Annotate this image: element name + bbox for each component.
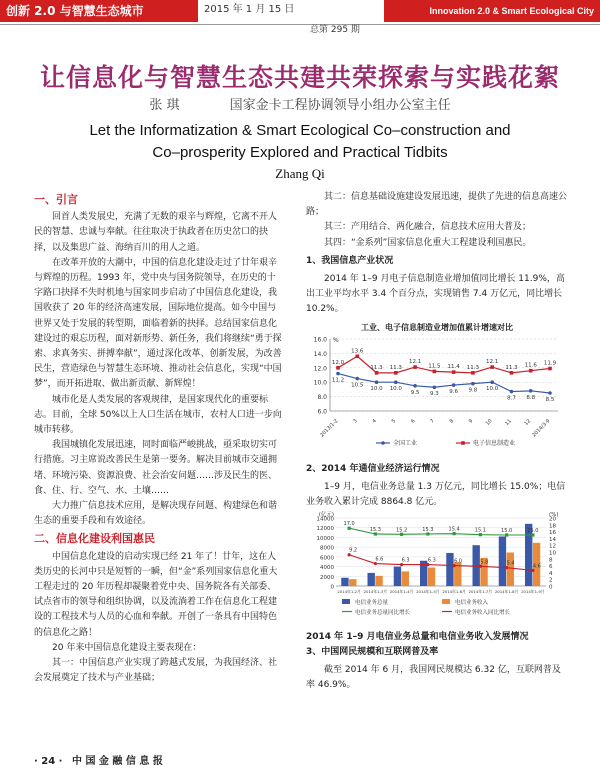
data-point [375, 371, 379, 375]
data-label: 5.4 [506, 561, 515, 568]
legend-swatch [442, 599, 450, 604]
x-tick-label: 2014年1-2月 [337, 589, 361, 595]
section-heading-informatization: 二、信息化建设利国惠民 [34, 532, 155, 546]
y-right-tick-label: 4 [549, 571, 553, 578]
page-number: · 24 · [34, 756, 63, 767]
data-label: 9.3 [429, 390, 439, 397]
chart-2-caption: 2014 年 1–9 月电信业务总量和电信业务收入发展情况 [306, 631, 529, 642]
legend-marker [461, 441, 465, 445]
data-label: 12.1 [486, 358, 499, 365]
bar [446, 553, 453, 586]
data-point [355, 354, 359, 358]
paragraph: 2014 年 1–9 月电子信息制造业增加值同比增长 11.9%，高出工业平均水平 3.4 个百分点，实现销售 7.4 万亿元，同比增长 10.2%。 [306, 274, 565, 315]
y-right-tick-label: 0 [549, 584, 553, 591]
x-tick-label: 2014年1-4月 [389, 589, 414, 595]
data-point [394, 380, 398, 384]
byline [0, 94, 600, 113]
y-tick-label: 6.0 [317, 408, 327, 416]
author-name: 张 琪 [149, 98, 180, 113]
paragraph: 20 年来中国信息化建设主要表现在： [52, 642, 202, 653]
paragraph: 其一：中国信息产业实现了跨越式发展，为我国经济、社会发展奠定了技术与产业基础； [34, 658, 278, 684]
chart-2 [306, 510, 568, 622]
y-right-tick-label: 10 [549, 550, 556, 557]
y-right-tick-label: 8 [549, 557, 553, 564]
data-point [490, 380, 494, 384]
legend-label: 电信业务收入 [455, 600, 489, 607]
data-label: 11.3 [466, 364, 480, 371]
y-left-tick-label: 14000 [316, 516, 334, 523]
section-heading-intro: 一、引言 [34, 193, 78, 206]
data-point [413, 365, 417, 369]
data-label: 10.0 [370, 385, 383, 392]
data-label: 13.6 [351, 347, 364, 354]
x-tick-label: 2014/3-9 [531, 417, 552, 439]
x-tick-label: 2013/1-2 [319, 417, 340, 439]
data-label: 15.4 [448, 527, 460, 534]
y-tick-label: 10.0 [313, 379, 327, 387]
data-point [529, 369, 533, 373]
data-label: 11.6 [524, 362, 537, 369]
paragraph: 截至 2014 年 6 月，我国网民规模达 6.32 亿，互联网普及率 46.9%。 [306, 664, 561, 691]
english-title-line-2: Co–prosperity Explored and Practical Tidbits [152, 144, 448, 161]
subheading-telecom: 2、2014 年通信业经济运行情况 [306, 463, 440, 474]
data-label: 6.6 [375, 556, 384, 563]
english-title-line-1: Let the Informatization & Smart Ecological Co–construction and [89, 122, 511, 139]
english-title [40, 120, 560, 164]
chart-1 [306, 333, 568, 453]
x-tick-label: 8 [448, 417, 456, 425]
bar [349, 580, 356, 587]
header-rule [0, 24, 600, 25]
y-axis-label: % [333, 336, 339, 344]
x-tick-label: 11 [504, 417, 513, 427]
x-tick-label: 2014年1-6月 [442, 589, 466, 595]
legend-label: 电子信息制造业 [473, 439, 516, 447]
paragraph: 中国信息化建设的启动实现已经 21 年了！廿年，这在人类历史的长河中只是短暂的一瞬，但“金”系列国家信息化重大工程走过的 20 年历程却凝聚着党中央、国务院各有关部委、试点省市的领导和组织协调，以及流淌着工作在信息化工程建设的工程技术与人员的心血和奉献。开创了一条具有中国特色的信息化之路！ [34, 551, 278, 638]
data-label: 9.2 [349, 548, 358, 555]
data-label: 15.3 [422, 527, 434, 534]
x-tick-label: 4 [371, 417, 378, 425]
data-label: 11.2 [331, 377, 345, 384]
legend-swatch [342, 599, 350, 604]
x-tick-label: 5 [390, 417, 398, 425]
data-point [394, 371, 398, 375]
x-tick-label: 10 [484, 417, 494, 427]
left-column [34, 190, 284, 687]
bar [402, 572, 409, 587]
data-label: 6.0 [454, 559, 463, 566]
x-tick-label: 2014年1-8月 [494, 589, 519, 595]
paragraph: 我国城镇化发展迅速，同时面临严峻挑战，亟采取切实可行措施。习主席说改善民生是第一要务。解决目前城市交通拥堵、环境污染、资源浪费、社会治安问题……涉及民生的医、食、住、行、空气、水、土壤…… [34, 440, 278, 496]
y-right-tick-label: 6 [549, 564, 553, 571]
y-right-axis-label: (%) [549, 512, 559, 519]
bar [375, 576, 382, 586]
data-label: 11.3 [370, 364, 383, 371]
data-label: 6.3 [427, 558, 436, 565]
data-label: 8.5 [545, 396, 555, 403]
data-point [375, 380, 379, 384]
bar [341, 578, 348, 586]
data-label: 9.6 [449, 388, 459, 395]
subheading-internet: 3、中国网民规模和互联网普及率 [306, 646, 439, 657]
issue-date: 2015 年 1 月 15 日 [204, 4, 295, 15]
legend-label: 电信业务总量 [355, 600, 389, 607]
data-point [452, 383, 456, 387]
bar [507, 553, 514, 587]
y-left-tick-label: 0 [330, 584, 334, 591]
y-left-tick-label: 6000 [320, 555, 334, 562]
data-label: 15.2 [396, 527, 408, 534]
data-label: 9.8 [468, 387, 478, 394]
subheading-industry: 1、我国信息产业状况 [306, 255, 394, 266]
paragraph: 回首人类发展史，充满了无数的艰辛与辉煌，它离不开人民的智慧、忠诚与奉献。往往取决于执政者在历史岔口的抉择，以及集思广益、海纳百川的用人之道。 [34, 212, 278, 253]
legend-label: 电信业务总量同比增长 [355, 610, 411, 617]
y-left-tick-label: 4000 [320, 565, 334, 572]
y-left-tick-label: 12000 [316, 526, 334, 533]
x-tick-label: 9 [467, 417, 475, 425]
bar [499, 537, 506, 587]
data-label: 15.0 [501, 528, 513, 535]
paragraph: 1–9 月，电信业务总量 1.3 万亿元，同比增长 15.0%；电信业务收入累计完成 8864.8 亿元。 [306, 482, 566, 508]
x-tick-label: 7 [429, 417, 436, 425]
page-header [0, 0, 600, 22]
bar [394, 567, 401, 586]
x-tick-label: 3 [352, 417, 359, 425]
x-tick-label: 12 [523, 417, 533, 427]
data-point [490, 365, 494, 369]
article-title: 让信息化与智慧生态共建共荣探索与实践花絮 [39, 63, 560, 92]
data-label: 6.3 [401, 558, 410, 565]
paragraph: 其四：“金系列”国家信息化重大工程建设利国惠民。 [324, 237, 532, 248]
data-label: 12.0 [331, 359, 345, 366]
x-tick-label: 6 [410, 417, 417, 425]
y-tick-label: 12.0 [313, 364, 327, 372]
paragraph: 其三：产用结合、两化融合，信息技术应用大普及； [324, 222, 532, 233]
chart-1-title: 工业、电子信息制造业增加值累计增速对比 [361, 322, 513, 332]
magazine-name: Innovation 2.0 & Smart Ecological City [384, 0, 600, 22]
data-label: 11.4 [447, 363, 460, 370]
data-label: 15.3 [369, 527, 381, 534]
data-label: 11.3 [389, 364, 402, 371]
data-point [471, 371, 475, 375]
y-right-tick-label: 2 [549, 578, 553, 585]
y-right-tick-label: 12 [549, 544, 556, 551]
paragraph: 其二：信息基础设施建设发展迅速，提供了先进的信息高速公路； [306, 192, 568, 218]
paragraph: 在改革开放的大潮中，中国的信息化建设走过了廿年艰辛与辉煌的历程。1993 年，党中央与国务院领导，在历史的十字路口抉择不失时机地与国家同步启动了中国信息化建设，我国收获了 20 年的经济高速发展，国际地位提高。如今中国与世界又处于发展的转型期，面临着新的抉择。总结国家信息化建设过的艰忘历程，面对新形势、新任务，我们将继续“勇于探索、求真务实、拼搏奉献”，通过深化改革、创新发展，为改善民生，营造绿色与智慧生态环境、推动社会信息化，实现“中国梦”，而开拓进取、做出新贡献、新辉煌！ [34, 257, 282, 390]
data-point [336, 366, 340, 370]
data-label: 10.0 [389, 385, 402, 392]
data-point [355, 376, 359, 380]
data-label: 11.3 [505, 364, 518, 371]
x-tick-label: 2014年1-3月 [363, 589, 388, 595]
x-tick-label: 2014年1-5月 [416, 589, 440, 595]
legend-marker [381, 441, 385, 445]
data-label: 8.8 [526, 394, 536, 401]
footer-magazine: 中 国 金 融 信 息 报 [71, 756, 163, 767]
data-label: 4.6 [532, 563, 541, 570]
y-tick-label: 8.0 [317, 393, 327, 401]
data-label: 11.9 [543, 360, 557, 367]
data-point [548, 391, 552, 395]
page-footer [34, 752, 163, 767]
paragraph: 城市化是人类发展的客观规律，是国家现代化的重要标志。目前，全球 50%以上人口生活在城市，农村人口进一步向城市转移。 [34, 394, 282, 436]
x-tick-label: 2014年1-7月 [468, 589, 493, 595]
data-label: 15.0 [527, 528, 539, 535]
data-point [529, 389, 533, 393]
data-label: 8.7 [507, 395, 516, 402]
data-point [433, 385, 437, 389]
data-label: 9.5 [410, 389, 420, 396]
data-point [510, 371, 514, 375]
data-label: 10.5 [351, 382, 364, 389]
data-label: 17.0 [343, 521, 355, 528]
y-right-tick-label: 14 [549, 537, 556, 544]
data-point [471, 381, 475, 385]
y-left-tick-label: 10000 [316, 536, 334, 543]
x-tick-label: 2014年1-9月 [521, 589, 545, 595]
data-point [548, 366, 552, 370]
y-tick-label: 14.0 [313, 350, 327, 358]
y-right-tick-label: 16 [549, 530, 556, 537]
data-point [433, 369, 437, 373]
data-label: 15.1 [474, 528, 486, 535]
y-left-tick-label: 8000 [320, 546, 334, 553]
legend-label: 全国工业 [393, 439, 418, 447]
issue-number: 总第 295 期 [310, 25, 360, 35]
data-label: 12.1 [408, 358, 422, 365]
y-right-tick-label: 20 [549, 516, 556, 523]
bar [428, 568, 435, 586]
y-right-tick-label: 18 [549, 523, 556, 530]
y-left-axis-label: (亿元) [318, 512, 334, 519]
y-tick-label: 16.0 [313, 336, 327, 344]
author-affiliation: 国家金卡工程协调领导小组办公室主任 [229, 98, 451, 113]
paragraph: 大力推广信息技术应用，是解决现存问题、构建绿色和谐生态的重要手段和有效途径。 [34, 501, 278, 527]
data-point [510, 389, 514, 393]
data-label: 11.5 [428, 363, 441, 370]
data-point [452, 370, 456, 374]
column-label: 创新 2.0 与智慧生态城市 [0, 0, 198, 22]
data-label: 5.8 [480, 559, 489, 566]
bar [368, 573, 375, 586]
english-author: Zhang Qi [275, 166, 325, 181]
y-left-tick-label: 2000 [320, 575, 334, 582]
right-column [306, 190, 568, 693]
data-point [336, 371, 340, 375]
data-label: 10.0 [486, 385, 499, 392]
legend-label: 电信业务收入同比增长 [455, 610, 511, 617]
data-point [413, 384, 417, 388]
